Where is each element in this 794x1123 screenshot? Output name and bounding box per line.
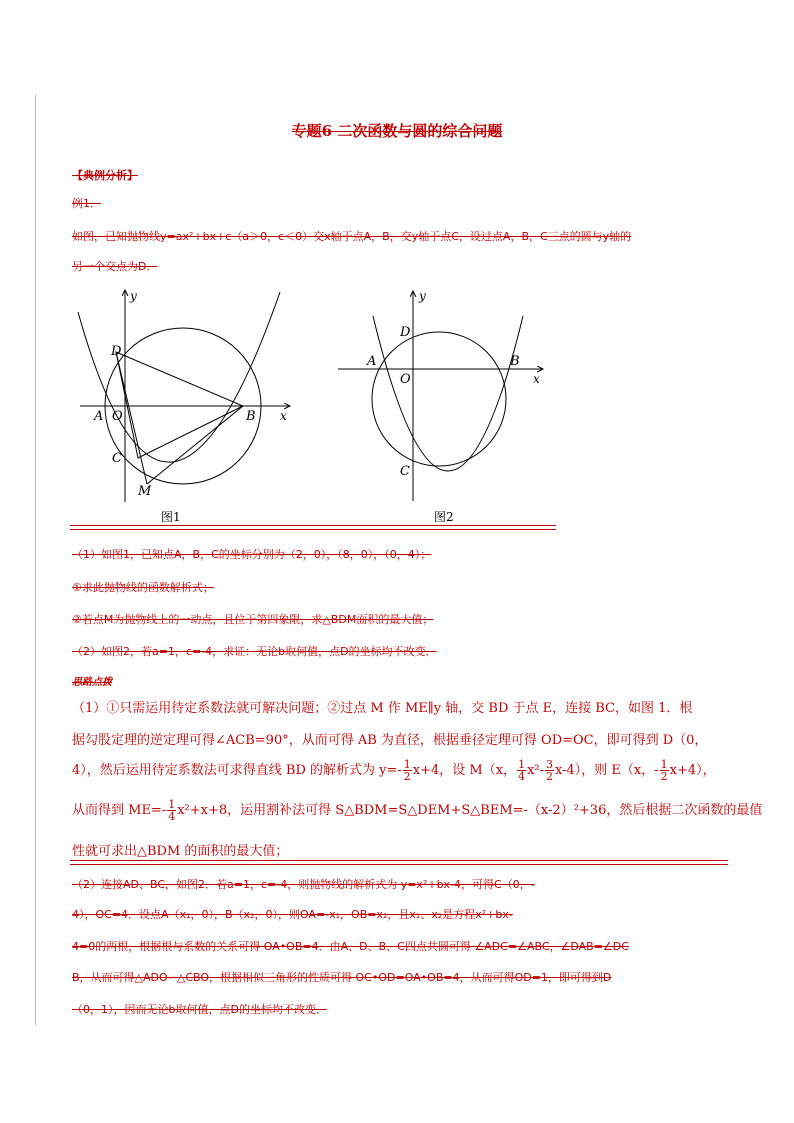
fig1-label-A: A — [94, 409, 104, 424]
analysis-l3-part-a: 4），然后运用待定系数法可求得直线 BD 的解析式为 y=- — [72, 763, 402, 778]
frac-one-quarter-2: $\frac{1}{4}$ — [168, 798, 176, 823]
analysis-line-3 — [72, 759, 716, 782]
problem-line-1: 如图，已知抛物线y=ax²+bx+c（a＞0，c＜0）交x轴于点A，B，交y轴于点C，设过点A，B，C三点的圆与y轴的 — [72, 230, 632, 243]
figure-2 — [333, 286, 553, 511]
fig1-label-D: D — [111, 344, 122, 359]
frac-one-quarter: $\frac{1}{4}$ — [518, 758, 526, 783]
frac-one-half-2: $\frac{1}{2}$ — [660, 758, 668, 783]
analysis-l4-part-a: 从而得到 ME=- — [72, 803, 167, 818]
fig2-label-x: x — [533, 372, 540, 386]
fig2-label-O: O — [400, 372, 411, 387]
question-1b: ②若点M为抛物线上的一动点，且位于第四象限，求△BDM面积的最大值； — [72, 613, 434, 626]
fig1-label-B: B — [246, 409, 256, 424]
fig2-label-D: D — [400, 325, 411, 340]
analysis-l3-part-c: x²- — [527, 763, 544, 778]
analysis-line-5: 性就可求出△BDM 的面积的最大值； — [72, 844, 289, 859]
fig1-label-x: x — [280, 409, 287, 423]
analysis-l4-part-b: x²+x+8，运用割补法可得 S△BDM=S△DEM+S△BEM=-（x-2）²+36，然后根据二次函数的最值 — [177, 803, 763, 818]
fig2-label-B: B — [510, 354, 520, 369]
question-1a: ①求此抛物线的函数解析式； — [72, 581, 214, 594]
analysis-line-2: 据勾股定理的逆定理可得∠ACB=90°，从而可得 AB 为直径，根据垂径定理可得 OD=OC，即可得到 D（0， — [72, 733, 708, 748]
frac-one-half: $\frac{1}{2}$ — [403, 758, 411, 783]
page-title: 专题6 二次函数与圆的综合问题 — [291, 122, 503, 140]
fig1-label-C: C — [112, 451, 122, 466]
page-margin-line — [35, 95, 36, 1025]
divider-4 — [70, 864, 728, 865]
question-1: （1）如图1，已知点A，B，C的坐标分别为（2，0），（8，0），（0，4）； — [72, 548, 432, 561]
fig1-caption: 图1 — [161, 510, 181, 524]
fig2-label-y: y — [419, 289, 426, 303]
proof-line-2: 4），OC=4．设点A（x₁，0），B（x₂，0），则OA=-x₁，OB=x₂，且x₁、x₂是方程x²+bx- — [72, 908, 513, 921]
analysis-l3-part-b: x+4，设 M（x， — [412, 763, 517, 778]
divider-2 — [70, 529, 556, 530]
hint-label: 思路点拨 — [72, 677, 112, 688]
fig1-label-M: M — [138, 484, 152, 499]
fig1-triangle-dbc — [116, 352, 243, 458]
question-2: （2）如图2，若a=1，c=-4，求证：无论b取何值，点D的坐标均不改变． — [72, 645, 437, 658]
example-label: 例1． — [72, 197, 101, 210]
figure-1 — [75, 282, 300, 507]
fig2-parabola — [373, 316, 523, 471]
proof-line-3: 4=0的两根，根据根与系数的关系可得 OA•OB=4．由A、D、B、C四点共圆可得 ∠ADC=∠ABC，∠DAB=∠DC — [72, 940, 629, 953]
section-label: 【典例分析】 — [72, 169, 138, 182]
fig1-label-y: y — [130, 289, 137, 303]
fig2-label-C: C — [400, 464, 410, 479]
proof-line-5: （0，1），因而无论b取何值，点D的坐标均不改变． — [72, 1003, 327, 1016]
proof-line-4: B，从而可得△ADO∽△CBO，根据相似三角形的性质可得 OC•OD=OA•OB=4，从而可得OD=1，即可得到D — [72, 971, 612, 984]
analysis-line-4 — [72, 799, 762, 822]
divider-1 — [70, 525, 556, 526]
fig1-segment-mb — [147, 406, 243, 484]
analysis-l3-part-e: x+4）， — [669, 763, 716, 778]
fig1-label-O: O — [112, 409, 123, 424]
analysis-l3-part-d: x-4），则 E（x，- — [555, 763, 659, 778]
frac-three-halves: $\frac{3}{2}$ — [546, 758, 553, 783]
problem-line-2: 另一个交点为D． — [72, 260, 158, 273]
fig2-caption: 图2 — [434, 510, 454, 524]
fig2-circle — [372, 332, 506, 466]
fig2-label-A: A — [367, 354, 377, 369]
analysis-line-1: （1）①只需运用待定系数法就可解决问题；②过点 M 作 ME∥y 轴，交 BD 于点 E，连接 BC，如图 1．根 — [72, 701, 693, 716]
fig1-parabola — [78, 292, 280, 462]
proof-line-1: （2）连接AD、BC，如图2．若a=1，c=-4，则抛物线的解析式为 y=x²+bx-4，可得C（0，- — [72, 878, 535, 891]
divider-3 — [70, 860, 728, 861]
